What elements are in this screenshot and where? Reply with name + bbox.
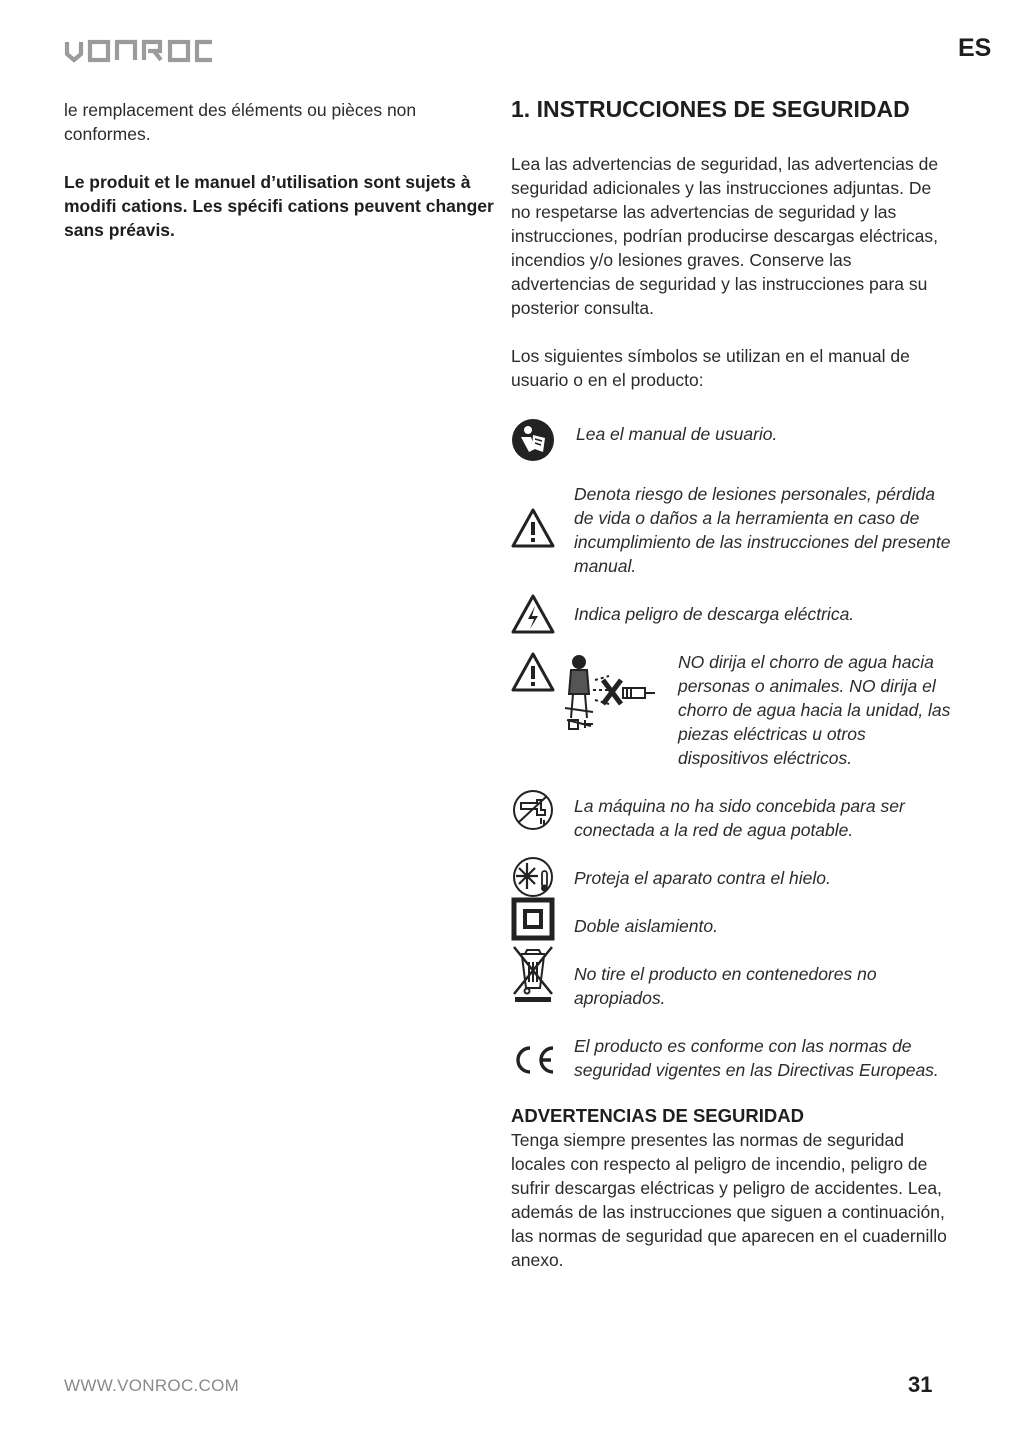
warning-triangle-icon	[511, 652, 555, 692]
weee-bin-icon	[511, 944, 555, 1004]
symbol-row	[511, 794, 951, 842]
symbol-row	[511, 914, 951, 938]
symbol-row	[511, 416, 951, 458]
symbol-text: Doble aislamiento.	[574, 916, 718, 936]
symbols-intro: Los siguientes símbolos se utilizan en el manual de usuario o en el producto:	[511, 346, 910, 390]
symbol-row	[511, 962, 951, 1010]
footer-url: WWW.VONROC.COM	[64, 1376, 240, 1395]
section-heading: 1. INSTRUCCIONES DE SEGURIDAD	[511, 96, 910, 122]
right-column	[511, 94, 951, 1296]
symbol-row	[511, 866, 951, 890]
symbol-text: Denota riesgo de lesiones personales, pérdida de vida o daños a la herramienta en caso de incumplimiento de las instrucciones del presente manual.	[574, 484, 951, 576]
ce-mark-icon	[511, 1044, 557, 1076]
warning-triangle-icon	[511, 508, 555, 548]
symbol-text: Lea el manual de usuario.	[576, 424, 778, 444]
left-paragraph: le remplacement des éléments ou pièces non conformes.	[64, 100, 417, 144]
symbol-text: Indica peligro de descarga eléctrica.	[574, 604, 855, 624]
electric-shock-icon	[511, 594, 555, 634]
symbol-row	[511, 602, 951, 626]
language-code: ES	[958, 34, 992, 62]
read-manual-icon	[511, 418, 555, 462]
no-potable-water-icon	[511, 788, 555, 832]
intro-paragraph: Lea las advertencias de seguridad, las advertencias de seguridad adicionales y las instrucciones adjuntas. De no respetarse las advertencias de seguridad y las instrucciones, podrían producirse descargas eléctricas, incendios y/o lesiones graves. Conserve las advertencias de seguridad y las instrucciones para su posterior consulta.	[511, 154, 939, 318]
symbol-text: No tire el producto en contenedores no apropiados.	[574, 964, 877, 1008]
left-column	[64, 98, 496, 266]
vonroc-logo	[64, 34, 214, 64]
no-water-jet-icon	[563, 650, 663, 732]
page-number: 31	[908, 1372, 933, 1397]
symbol-text: El producto es conforme con las normas de seguridad vigentes en las Directivas Europeas.	[574, 1036, 939, 1080]
frost-protection-icon	[511, 855, 555, 899]
symbol-row	[511, 482, 951, 578]
symbol-row	[511, 1034, 951, 1082]
left-bold-note: Le produit et le manuel d’utilisation sont sujets à modifi cations. Les spécifi cations peuvent changer sans préavis.	[64, 172, 494, 240]
safety-subheading: ADVERTENCIAS DE SEGURIDAD	[511, 1105, 804, 1126]
double-insulation-icon	[511, 897, 555, 941]
symbol-text: NO dirija el chorro de agua hacia personas o animales. NO dirija el chorro de agua hacia la unidad, las piezas eléctricas u otros dispositivos eléctricos.	[678, 652, 951, 768]
symbol-text: Proteja el aparato contra el hielo.	[574, 868, 831, 888]
symbol-row	[511, 650, 951, 770]
safety-paragraph: Tenga siempre presentes las normas de seguridad locales con respecto al peligro de incendio, peligro de sufrir descargas eléctricas y peligro de accidentes. Lea, además de las instrucciones que siguen a continuación, las normas de seguridad que aparecen en el cuadernillo anexo.	[511, 1130, 947, 1270]
symbol-text: La máquina no ha sido concebida para ser conectada a la red de agua potable.	[574, 796, 905, 840]
